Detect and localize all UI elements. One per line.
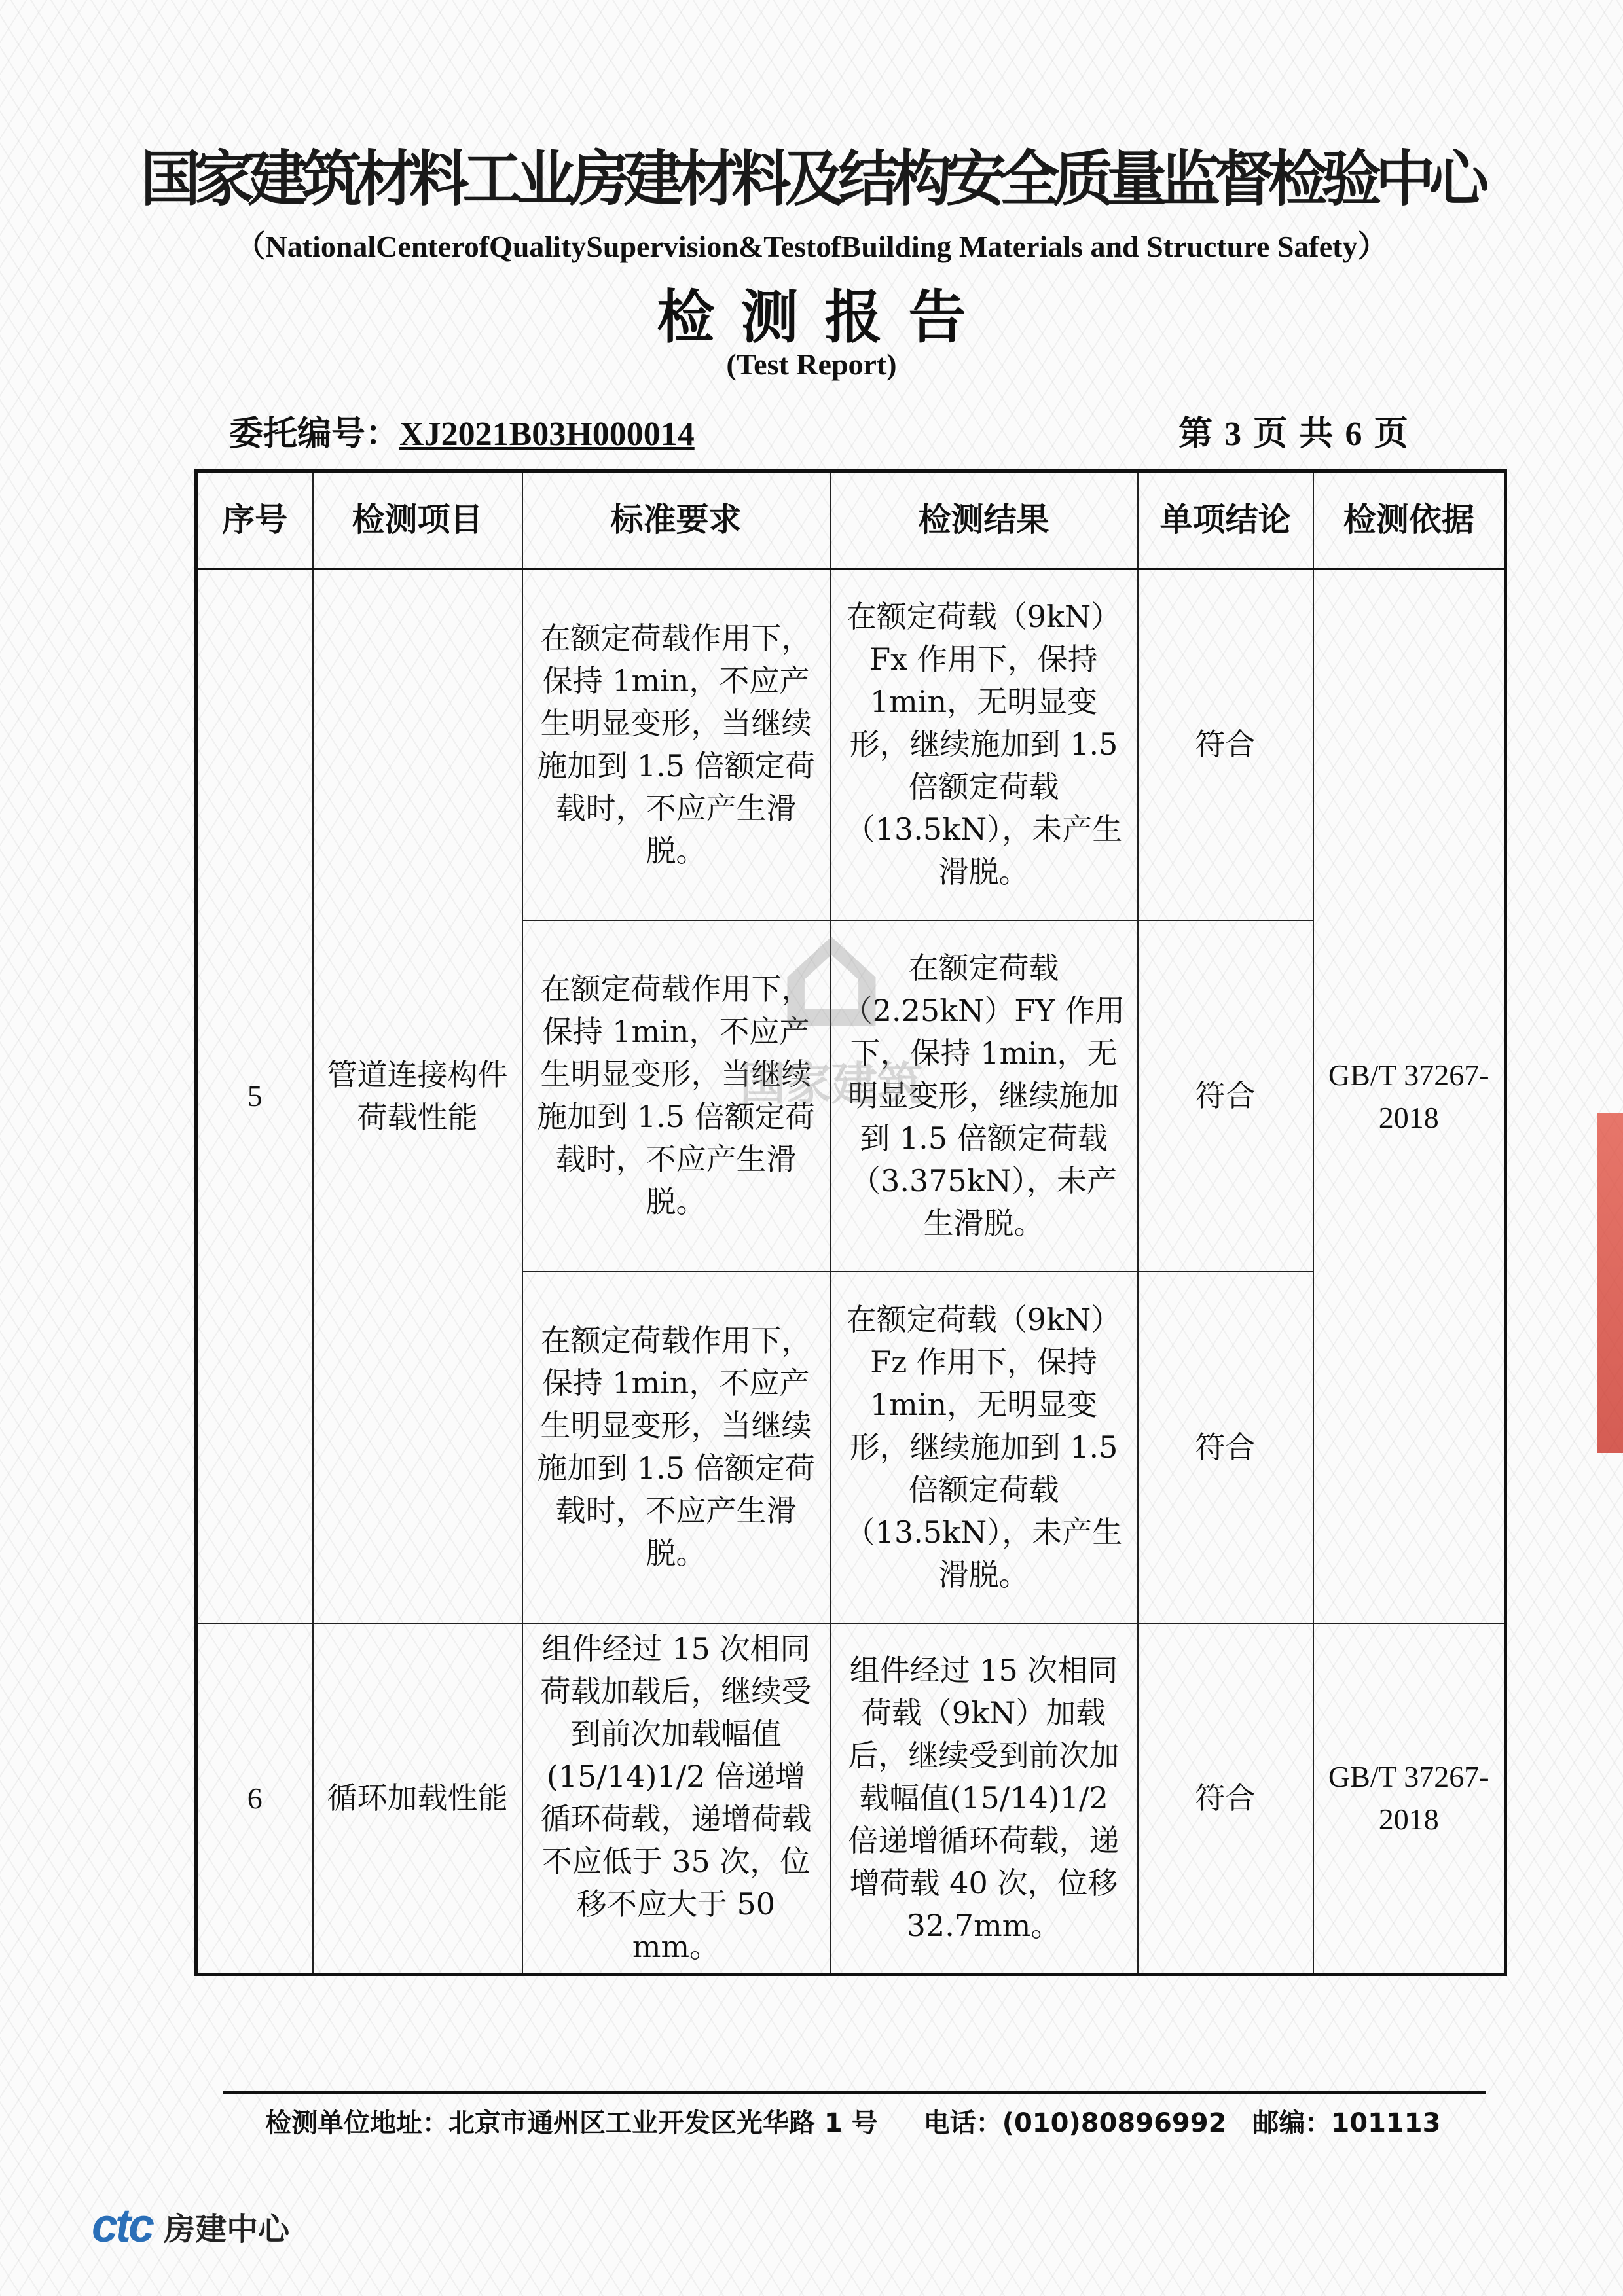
commission-label: 委托编号： <box>229 414 400 454</box>
result-cell: 在额定荷载（9kN）Fz 作用下，保持 1min，无明显变形，继续施加到 1.5 倍额定荷载（13.5kN），未产生滑脱。 <box>830 1272 1138 1623</box>
basis-cell: GB/T 37267-2018 <box>1313 1623 1506 1975</box>
seq-cell: 6 <box>196 1623 313 1975</box>
test-results-table <box>194 469 1507 1976</box>
requirement-cell: 在额定荷载作用下，保持 1min，不应产生明显变形，当继续施加到 1.5 倍额定荷载时，不应产生滑脱。 <box>522 569 830 920</box>
organization-logo <box>92 2199 289 2253</box>
item-cell: 循环加载性能 <box>313 1623 522 1975</box>
page-current: 3 <box>1224 416 1242 453</box>
watermark-text: 国家建筑 <box>740 1057 923 1111</box>
page-total: 6 <box>1345 416 1362 453</box>
header-item: 检测项目 <box>313 471 522 569</box>
seal-stamp-edge <box>1597 1113 1623 1453</box>
conclusion-cell: 符合 <box>1138 920 1313 1272</box>
table-row <box>196 1623 1506 1975</box>
page-prefix: 第 <box>1178 414 1213 454</box>
conclusion-cell: 符合 <box>1138 569 1313 920</box>
requirement-cell: 组件经过 15 次相同荷载加载后，继续受到前次加载幅值(15/14)1/2 倍递增循环荷载，递增荷载不应低于 35 次，位移不应大于 50 mm。 <box>522 1623 830 1975</box>
logo-text: 房建中心 <box>164 2210 290 2248</box>
header-basis: 检测依据 <box>1313 471 1506 569</box>
commission-value: XJ2021B03H000014 <box>399 416 695 453</box>
ctc-logo-icon: ctc <box>92 2200 153 2252</box>
report-title: 检测报告 <box>657 283 993 351</box>
page-indicator <box>1178 406 1408 455</box>
header-conclusion: 单项结论 <box>1138 471 1313 569</box>
result-cell: 在额定荷载（2.25kN）FY 作用下，保持 1min，无明显变形，继续施加到 1.5 倍额定荷载（3.375kN），未产生滑脱。 <box>830 920 1138 1272</box>
report-title-english: (Test Report) <box>726 348 897 381</box>
requirement-cell: 在额定荷载作用下，保持 1min，不应产生明显变形，当继续施加到 1.5 倍额定荷载时，不应产生滑脱。 <box>522 1272 830 1623</box>
seq-cell: 5 <box>196 569 313 1623</box>
page-suffix: 页 <box>1374 414 1408 454</box>
conclusion-cell: 符合 <box>1138 1272 1313 1623</box>
requirement-cell: 在额定荷载作用下，保持 1min，不应产生明显变形，当继续施加到 1.5 倍额定荷载时，不应产生滑脱。 <box>522 920 830 1272</box>
watermark-logo: ⌂ <box>777 888 886 1062</box>
footer-address: 检测单位地址：北京市通州区工业开发区光华路 1 号 <box>265 2108 878 2138</box>
footer-contact <box>265 2102 1440 2140</box>
footer-phone: 电话：(010)80896992 <box>923 2108 1227 2138</box>
header-requirement: 标准要求 <box>522 471 830 569</box>
table-header-row <box>196 471 1506 569</box>
item-cell: 管道连接构件荷载性能 <box>313 569 522 1623</box>
result-cell: 在额定荷载（9kN）Fx 作用下，保持 1min，无明显变形，继续施加到 1.5 倍额定荷载（13.5kN），未产生滑脱。 <box>830 569 1138 920</box>
organization-name: 国家建筑材料工业房建材料及结构安全质量监督检验中心 <box>140 144 1483 214</box>
header-seq: 序号 <box>196 471 313 569</box>
footer-divider <box>223 2091 1486 2094</box>
basis-cell: GB/T 37267-2018 <box>1313 569 1506 1623</box>
page-mid: 页 共 <box>1253 414 1334 454</box>
table-row <box>196 569 1506 920</box>
footer-postcode: 邮编：101113 <box>1252 2108 1441 2138</box>
organization-name-english: （NationalCenterofQualitySupervision&TestofBuilding Materials and Structure Safety） <box>235 230 1388 263</box>
header-result: 检测结果 <box>830 471 1138 569</box>
commission-number <box>229 406 695 455</box>
conclusion-cell: 符合 <box>1138 1623 1313 1975</box>
result-cell: 组件经过 15 次相同荷载（9kN）加载后，继续受到前次加载幅值(15/14)1/2 倍递增循环荷载，递增荷载 40 次，位移 32.7mm。 <box>830 1623 1138 1975</box>
